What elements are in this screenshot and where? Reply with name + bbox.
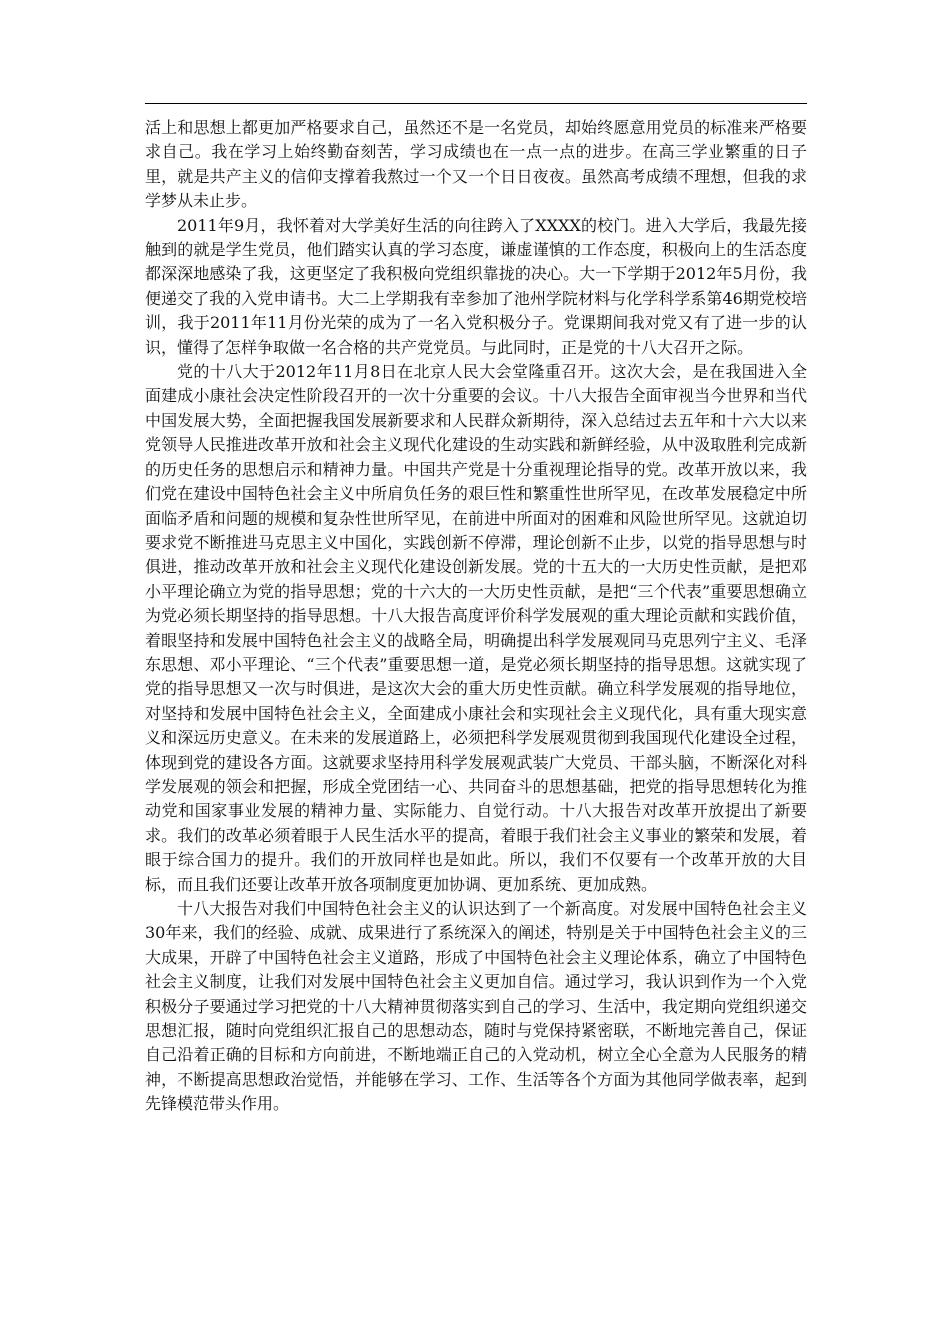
- paragraph-eighteenth-congress: 党的十八大于2012年11月8日在北京人民大会堂隆重召开。这次大会，是在我国进入全面建成小康社会决定性阶段召开的一次十分重要的会议。十八大报告全面审视当今世界和当代中国发展大势，全面把握我国发展新要求和人民群众新期待，深入总结过去五年和十六大以来党领导人民推进改革开放和社会主义现代化建设的生动实践和新鲜经验，从中汲取胜利完成新的历史任务的思想启示和精神力量。中国共产党是十分重视理论指导的党。改革开放以来，我们党在建设中国特色社会主义中所肩负任务的艰巨性和繁重性世所罕见，在改革发展稳定中所面临矛盾和问题的规模和复杂性世所罕见，在前进中所面对的困难和风险世所罕见。这就迫切要求党不断推进马克思主义中国化，实践创新不停滞，理论创新不止步，以党的指导思想与时俱进，推动改革开放和社会主义现代化建设创新发展。党的十五大的一大历史性贡献，是把邓小平理论确立为党的指导思想；党的十六大的一大历史性贡献，是把“三个代表”重要思想确立为党必须长期坚持的指导思想。十八大报告高度评价科学发展观的重大理论贡献和实践价值，着眼坚持和发展中国特色社会主义的战略全局，明确提出科学发展观同马克思列宁主义、毛泽东思想、邓小平理论、“三个代表”重要思想一道，是党必须长期坚持的指导思想。这就实现了党的指导思想又一次与时俱进，是这次大会的重大历史性贡献。确立科学发展观的指导地位，对坚持和发展中国特色社会主义，全面建成小康社会和实现社会主义现代化，具有重大现实意义和深远历史意义。在未来的发展道路上，必须把科学发展观贯彻到我国现代化建设全过程，体现到党的建设各方面。这就要求坚持用科学发展观武装广大党员、干部头脑，不断深化对科学发展观的领会和把握，形成全党团结一心、共同奋斗的思想基础，把党的指导思想转化为推动党和国家事业发展的精神力量、实际能力、自觉行动。十八大报告对改革开放提出了新要求。我们的改革必须着眼于人民生活水平的提高，着眼于我们社会主义事业的繁荣和发展，着眼于综合国力的提升。我们的开放同样也是如此。所以，我们不仅要有一个改革开放的大目标，而且我们还要让改革开放各项制度更加协调、更加系统、更加成熟。: [145, 362, 807, 894]
- header-rule: [145, 103, 807, 104]
- paragraph-continuation: 活上和思想上都更加严格要求自己，虽然还不是一名党员，却始终愿意用党员的标准来严格要求自己。我在学习上始终勤奋刻苦，学习成绩也在一点一点的进步。在高三学业繁重的日子里，就是共产主义的信仰支撑着我熬过一个又一个日日夜夜。虽然高考成绩不理想，但我的求学梦从未止步。: [145, 118, 807, 211]
- document-body: [145, 116, 807, 1117]
- paragraph-socialism-understanding: 十八大报告对我们中国特色社会主义的认识达到了一个新高度。对发展中国特色社会主义30年来，我们的经验、成就、成果进行了系统深入的阐述，特别是关于中国特色社会主义的三大成果，开辟了中国特色社会主义道路，形成了中国特色社会主义理论体系，确立了中国特色社会主义制度，让我们对发展中国特色社会主义更加自信。通过学习，我认识到作为一个入党积极分子要通过学习把党的十八大精神贯彻落实到自己的学习、生活中，我定期向党组织递交思想汇报，随时向党组织汇报自己的思想动态，随时与党保持紧密联，不断地完善自己，保证自己沿着正确的目标和方向前进，不断地端正自己的入党动机，树立全心全意为人民服务的精神，不断提高思想政治觉悟，并能够在学习、工作、生活等各个方面为其他同学做表率，起到先锋模范带头作用。: [145, 899, 807, 1114]
- paragraph-university-entry: 2011年9月，我怀着对大学美好生活的向往跨入了XXXX的校门。进入大学后，我最先接触到的就是学生党员，他们踏实认真的学习态度，谦虚谨慎的工作态度，积极向上的生活态度都深深地感染了我，这更坚定了我积极向党组织靠拢的决心。大一下学期于2012年5月份，我便递交了我的入党申请书。大二上学期我有幸参加了池州学院材料与化学科学系第46期党校培训，我于2011年11月份光荣的成为了一名入党积极分子。党课期间我对党又有了进一步的认识，懂得了怎样争取做一名合格的共产党党员。与此同时，正是党的十八大召开之际。: [145, 215, 807, 357]
